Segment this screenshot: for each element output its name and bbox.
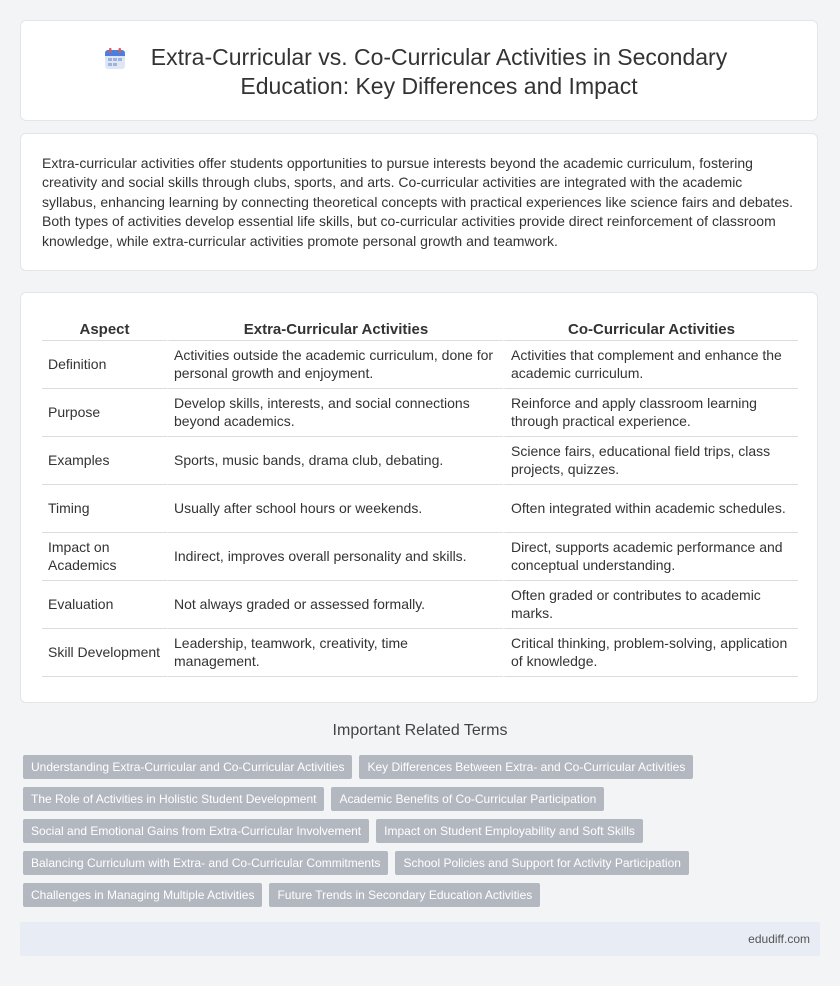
row-extra: Develop skills, interests, and social connections beyond academics. (167, 389, 503, 437)
related-terms-heading: Important Related Terms (332, 722, 508, 739)
related-term-link[interactable]: The Role of Activities in Holistic Student Development (23, 787, 324, 811)
tag-row (23, 787, 823, 811)
table-row (42, 485, 798, 533)
row-co: Science fairs, educational field trips, class projects, quizzes. (503, 437, 798, 485)
tag-row (23, 851, 823, 875)
related-term-link[interactable]: Balancing Curriculum with Extra- and Co-Curricular Commitments (23, 851, 388, 875)
row-aspect: Definition (42, 341, 167, 389)
related-term-link[interactable]: Academic Benefits of Co-Curricular Participation (331, 787, 604, 811)
comparison-table (42, 315, 798, 677)
tag-row (23, 883, 823, 907)
related-term-link[interactable]: School Policies and Support for Activity Participation (395, 851, 688, 875)
footer-bar (20, 922, 820, 956)
row-extra: Indirect, improves overall personality and skills. (167, 533, 503, 581)
table-row (42, 437, 798, 485)
related-terms-list (23, 755, 823, 915)
header-co-curricular: Co-Curricular Activities (503, 315, 798, 341)
table-row (42, 389, 798, 437)
related-term-link[interactable]: Future Trends in Secondary Education Activities (269, 883, 540, 907)
tag-row (23, 755, 823, 779)
row-co: Activities that complement and enhance the academic curriculum. (503, 341, 798, 389)
row-aspect: Purpose (42, 389, 167, 437)
row-aspect: Evaluation (42, 581, 167, 629)
table-row (42, 629, 798, 677)
intro-paragraph: Extra-curricular activities offer students opportunities to pursue interests beyond the academic curriculum, fostering creativity and social skills through clubs, sports, and arts. Co-curricular activities are integrated with the academic syllabus, enhancing learning by connecting theoretical concepts with practical experiences like science fairs and debates. Both types of activities develop essential life skills, but co-curricular activities provide direct reinforcement of classroom knowledge, while extra-curricular activities promote personal growth and teamwork. (42, 155, 793, 249)
row-aspect: Examples (42, 437, 167, 485)
row-extra: Leadership, teamwork, creativity, time management. (167, 629, 503, 677)
row-extra: Activities outside the academic curriculum, done for personal growth and enjoyment. (167, 341, 503, 389)
row-aspect: Skill Development (42, 629, 167, 677)
row-co: Reinforce and apply classroom learning through practical experience. (503, 389, 798, 437)
table-row (42, 581, 798, 629)
related-term-link[interactable]: Social and Emotional Gains from Extra-Curricular Involvement (23, 819, 369, 843)
comparison-card (20, 292, 818, 703)
related-term-link[interactable]: Challenges in Managing Multiple Activities (23, 883, 262, 907)
page-title: Extra-Curricular vs. Co-Curricular Activities in Secondary Education: Key Differences and Impact (150, 44, 728, 99)
row-co: Direct, supports academic performance and conceptual understanding. (503, 533, 798, 581)
row-aspect: Timing (42, 485, 167, 533)
row-aspect: Impact on Academics (42, 533, 167, 581)
row-co: Often integrated within academic schedules. (503, 485, 798, 533)
table-header-row (42, 315, 798, 341)
table-row (42, 533, 798, 581)
header-card (20, 20, 818, 121)
row-co: Critical thinking, problem-solving, application of knowledge. (503, 629, 798, 677)
row-extra: Usually after school hours or weekends. (167, 485, 503, 533)
row-co: Often graded or contributes to academic marks. (503, 581, 798, 629)
row-extra: Sports, music bands, drama club, debating. (167, 437, 503, 485)
tag-row (23, 819, 823, 843)
related-term-link[interactable]: Understanding Extra-Curricular and Co-Curricular Activities (23, 755, 352, 779)
header-extra-curricular: Extra-Curricular Activities (167, 315, 503, 341)
related-term-link[interactable]: Key Differences Between Extra- and Co-Curricular Activities (359, 755, 693, 779)
table-row (42, 341, 798, 389)
header-aspect: Aspect (42, 315, 167, 341)
site-link[interactable]: edudiff.com (748, 932, 810, 946)
intro-card (20, 133, 818, 271)
row-extra: Not always graded or assessed formally. (167, 581, 503, 629)
related-term-link[interactable]: Impact on Student Employability and Soft Skills (376, 819, 643, 843)
